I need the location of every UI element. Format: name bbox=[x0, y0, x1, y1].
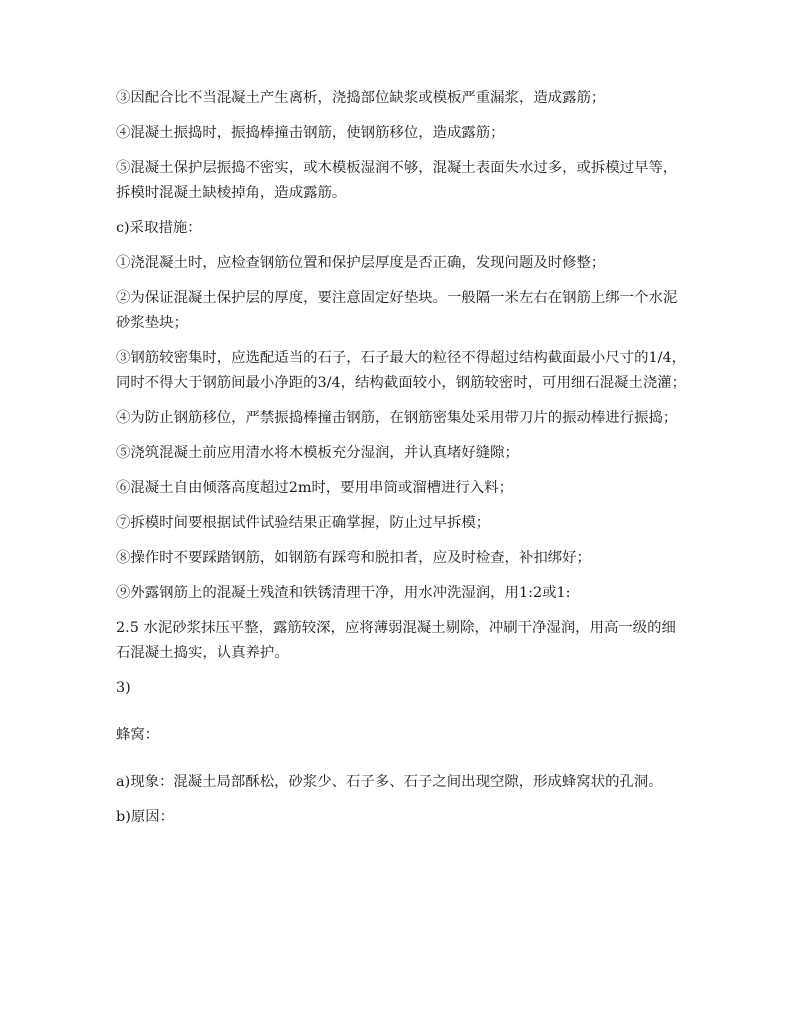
paragraph-measure-1: ①浇混凝土时，应检查钢筋位置和保护层厚度是否正确，发现问题及时修整； bbox=[116, 255, 606, 271]
heading-causes: b)原因： bbox=[116, 809, 174, 825]
section-number: 3) bbox=[116, 680, 131, 696]
paragraph-cause-4: ④混凝土振捣时，振捣棒撞击钢筋，使钢筋移位，造成露筋； bbox=[116, 125, 505, 141]
paragraph-measure-7: ⑦拆模时间要根据试件试验结果正确掌握，防止过早拆模； bbox=[116, 515, 491, 531]
paragraph-cause-5: ⑤混凝土保护层振捣不密实，或木模板湿润不够，混凝土表面失水过多，或拆模过早等，拆模时混凝土缺棱掉角，造成露筋。 bbox=[116, 160, 678, 201]
paragraph-measure-2: ②为保证混凝土保护层的厚度，要注意固定好垫块。一般隔一米左右在钢筋上绑一个水泥砂浆垫块； bbox=[116, 290, 678, 331]
document-body bbox=[116, 86, 686, 840]
paragraph-measure-3: ③钢筋较密集时，应选配适当的石子，石子最大的粒径不得超过结构截面最小尺寸的1/4，同时不得大于钢筋间最小净距的3/4，结构截面较小，钢筋较密时，可用细石混凝土浇灌； bbox=[116, 350, 687, 391]
heading-measures: c)采取措施： bbox=[116, 220, 202, 236]
paragraph-measure-8: ⑧操作时不要踩踏钢筋，如钢筋有踩弯和脱扣者，应及时检查，补扣绑好； bbox=[116, 550, 591, 566]
paragraph-cause-3: ③因配合比不当混凝土产生离析，浇捣部位缺浆或模板严重漏浆，造成露筋； bbox=[116, 90, 606, 106]
paragraph-measure-9-continued: 2.5 水泥砂浆抹压平整，露筋较深，应将薄弱混凝土剔除，冲刷干净湿润，用高一级的细石混凝土捣实，认真养护。 bbox=[116, 620, 676, 661]
paragraph-measure-5: ⑤浇筑混凝土前应用清水将木模板充分湿润，并认真堵好缝隙； bbox=[116, 445, 519, 461]
paragraph-phenomenon: a)现象：混凝土局部酥松，砂浆少、石子多、石子之间出现空隙，形成蜂窝状的孔洞。 bbox=[116, 774, 663, 790]
paragraph-measure-6: ⑥混凝土自由倾落高度超过2m时，要用串筒或溜槽进行入料； bbox=[116, 480, 513, 496]
paragraph-measure-4: ④为防止钢筋移位，严禁振捣棒撞击钢筋，在钢筋密集处采用带刀片的振动棒进行振捣； bbox=[116, 410, 678, 426]
heading-honeycomb: 蜂窝： bbox=[116, 727, 160, 743]
paragraph-measure-9: ⑨外露钢筋上的混凝土残渣和铁锈清理干净，用水冲洗湿润，用1:2或1: bbox=[116, 585, 571, 601]
